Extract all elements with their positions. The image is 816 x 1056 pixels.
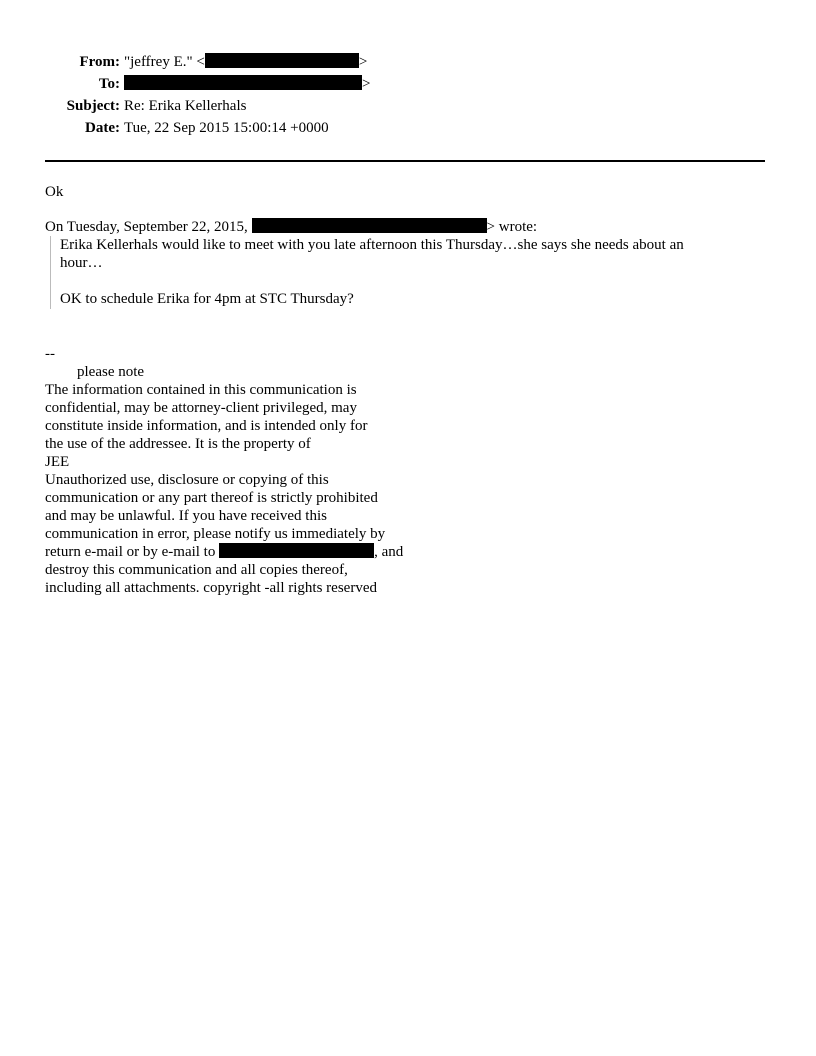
quote-line: OK to schedule Erika for 4pm at STC Thursday? [60, 291, 354, 307]
disclaimer-line: communication in error, please notify us immediately by [45, 526, 386, 542]
date-value: Tue, 22 Sep 2015 15:00:14 +0000 [124, 120, 329, 136]
redaction-block [205, 53, 359, 68]
redaction-block [219, 543, 374, 558]
disclaimer-line: the use of the addressee. It is the property of [45, 436, 311, 452]
disclaimer-line: communication or any part thereof is strictly prohibited [45, 490, 378, 506]
from-label: From: [79, 54, 120, 70]
disclaimer-line: destroy this communication and all copies thereof, [45, 562, 348, 578]
reply-text: Ok [45, 184, 64, 200]
redaction-block [252, 218, 487, 233]
disclaimer-line: and may be unlawful. If you have received this [45, 508, 327, 524]
to-value: > [124, 75, 370, 93]
date-label: Date: [85, 120, 120, 136]
disclaimer-line: Unauthorized use, disclosure or copying of this [45, 472, 329, 488]
to-label: To: [98, 76, 120, 92]
quote-attribution: On Tuesday, September 22, 2015, > wrote: [45, 219, 538, 235]
subject-label: Subject: [66, 98, 120, 114]
disclaimer-line: constitute inside information, and is intended only for [45, 418, 368, 434]
disclaimer-email-line: return e-mail or by e-mail to , and [45, 544, 404, 560]
disclaimer-line: The information contained in this communication is [45, 382, 357, 398]
quote-line: hour… [60, 255, 103, 271]
from-value: "jeffrey E." < > [124, 54, 368, 70]
subject-value: Re: Erika Kellerhals [124, 98, 247, 114]
signature-disclaimer [45, 345, 403, 597]
redaction-block [124, 75, 362, 90]
disclaimer-line: confidential, may be attorney-client privileged, may [45, 400, 357, 416]
disclaimer-line: including all attachments. copyright -all rights reserved [45, 580, 377, 596]
quote-line: Erika Kellerhals would like to meet with you late afternoon this Thursday…she says she needs about an [60, 237, 684, 253]
signature-separator: -- [45, 346, 55, 362]
header-divider [45, 160, 765, 162]
disclaimer-line: JEE [45, 454, 70, 470]
please-note: please note [77, 364, 145, 380]
quoted-message [50, 236, 770, 309]
